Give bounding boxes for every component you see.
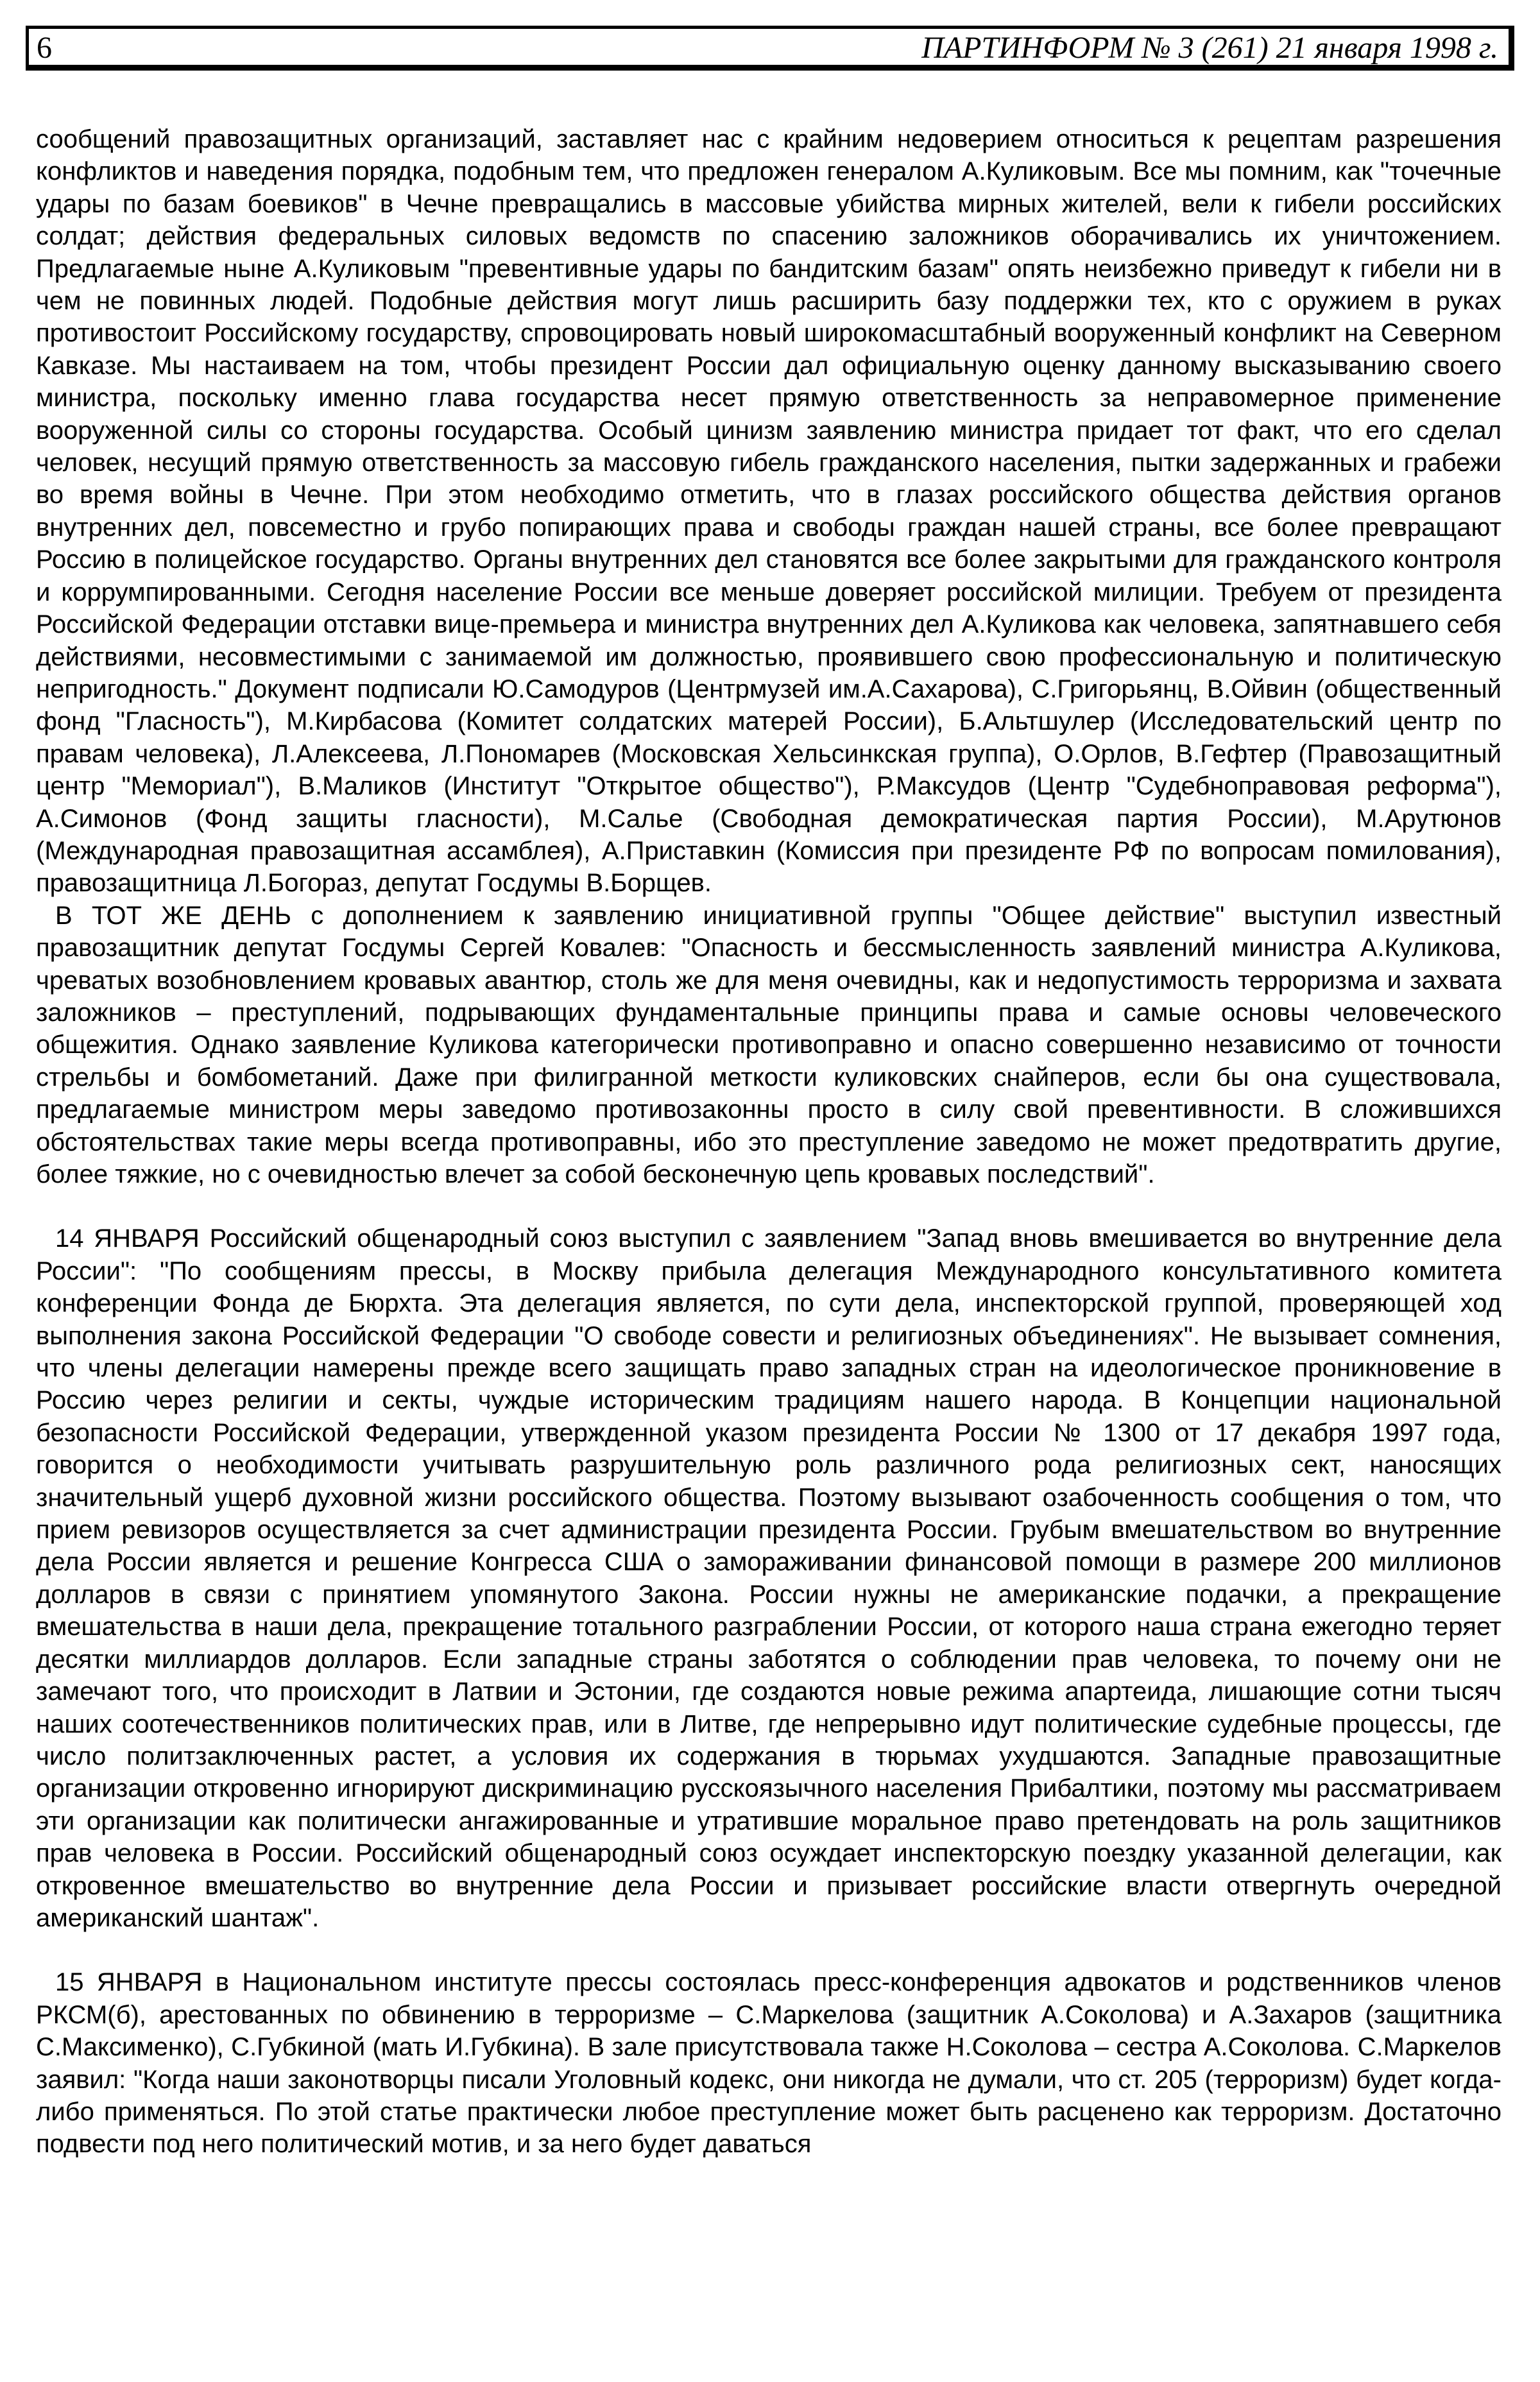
page-number: 6 [37,31,52,65]
issue-line: ПАРТИНФОРМ № 3 (261) 21 января 1998 г. [921,31,1498,65]
page-header [26,26,1514,71]
paragraph: 15 ЯНВАРЯ в Национальном институте прессы состоялась пресс-конференция адвокатов и родственников членов РКСМ(б), арестованных по обвинению в терроризме – С.Маркелова (защитник А.Соколова) и А.Захаров (защитника С.Максименко), С.Губкиной (мать И.Губкина). В зале присутствовала также Н.Соколова – сестра А.Соколова. С.Маркелов заявил: "Когда наши законотворцы писали Уголовный кодекс, они никогда не думали, что ст. 205 (терроризм) будет когда-либо применяться. По этой статье практически любое преступление может быть расценено как терроризм. Достаточно подвести под него политический мотив, и за него будет даваться [36,1968,1502,2159]
paragraph: В ТОТ ЖЕ ДЕНЬ с дополнением к заявлению инициативной группы "Общее действие" выступил известный правозащитник депутат Госдумы Сергей Ковалев: "Опасность и бессмысленность заявлений министра А.Куликова, чреватых возобновлением кровавых авантюр, столь же для меня очевидны, как и недопустимость терроризма и захвата заложников – преступлений, подрывающих фундаментальные принципы права и самые основы человеческого общежития. Однако заявление Куликова категорически противоправно и опасно совершенно независимо от точности стрельбы и бомбометаний. Даже при филигранной меткости куликовских снайперов, если бы она существовала, предлагаемые министром меры заведомо противозаконны просто в силу свой превентивности. В сложившихся обстоятельствах такие меры всегда противоправны, ибо это преступление заведомо не может предотвратить другие, более тяжкие, но с очевидностью влечет за собой бесконечную цепь кровавых последствий". [36,901,1502,1188]
paragraph: 14 ЯНВАРЯ Российский общенародный союз выступил с заявлением "Запад вновь вмешивается во внутренние дела России": "По сообщениям прессы, в Москву прибыла делегация Международного консультативного комитета конференции Фонда де Бюрхта. Эта делегация является, по сути дела, инспекторской группой, проверяющей ход выполнения закона Российской Федерации "О свободе совести и религиозных объединениях". Не вызывает сомнения, что члены делегации намерены прежде всего защищать право западных стран на идеологическое проникновение в Россию через религии и секты, чуждые историческим традициям нашего народа. В Концепции национальной безопасности Российской Федерации, утвержденной указом президента России № 1300 от 17 декабря 1997 года, говорится о необходимости учитывать разрушительную роль различного рода религиозных сект, наносящих значительный ущерб духовной жизни российского общества. Поэтому вызывают озабоченность сообщения о том, что прием ревизоров осуществляется за счет администрации президента России. Грубым вмешательством во внутренние дела России является и решение Конгресса США о замораживании финансовой помощи в размере 200 миллионов долларов в связи с принятием упомянутого Закона. России нужны не американские подачки, а прекращение вмешательства в наши дела, прекращение тотального разграблении России, от которого наша страна ежегодно теряет десятки миллиардов долларов. Если западные страны заботятся о соблюдении прав человека, то почему они не замечают того, что происходит в Латвии и Эстонии, где создаются новые режима апартеида, лишающие сотни тысяч наших соотечественников политических прав, или в Литве, где непрерывно идут политические судебные процессы, где число политзаключенных растет, а условия их содержания в тюрьмах ухудшаются. Западные правозащитные организации откровенно игнорируют дискриминацию русскоязычного населения Прибалтики, поэтому мы рассматриваем эти организации как политически ангажированные и утратившие моральное право претендовать на роль защитников прав человека в России. Российский общенародный союз осуждает инспекторскую поездку указанной делегации, как откровенное вмешательство во внутренние дела России и призывает российские власти отвергнуть очередной американский шантаж". [36,1224,1502,1932]
paragraph: сообщений правозащитных организаций, заставляет нас с крайним недоверием относиться к рецептам разрешения конфликтов и наведения порядка, подобным тем, что предложен генералом А.Куликовым. Все мы помним, как "точечные удары по базам боевиков" в Чечне превращались в массовые убийства мирных жителей, вели к гибели российских солдат; действия федеральных силовых ведомств по спасению заложников оборачивались их уничтожением. Предлагаемые ныне А.Куликовым "превентивные удары по бандитским базам" опять неизбежно приведут к гибели ни в чем не повинных людей. Подобные действия могут лишь расширить базу поддержки тех, кто с оружием в руках противостоит Российскому государству, спровоцировать новый широкомасштабный вооруженный конфликт на Северном Кавказе. Мы настаиваем на том, чтобы президент России дал официальную оценку данному высказыванию своего министра, поскольку именно глава государства несет прямую ответственность за неправомерное применение вооруженной силы со стороны государства. Особый цинизм заявлению министра придает тот факт, что его сделал человек, несущий прямую ответственность за массовую гибель гражданского населения, пытки задержанных и грабежи во время войны в Чечне. При этом необходимо отметить, что в глазах российского общества действия органов внутренних дел, повсеместно и грубо попирающих права и свободы граждан нашей страны, все более превращают Россию в полицейское государство. Органы внутренних дел становятся все более закрытыми для гражданского контроля и коррумпированными. Сегодня население России все меньше доверяет российской милиции. Требуем от президента Российской Федерации отставки вице-премьера и министра внутренних дел А.Куликова как человека, запятнавшего себя действиями, несовместимыми с занимаемой им должностью, проявившего свою профессиональную и политическую непригодность." Документ подписали Ю.Самодуров (Центрмузей им.А.Сахарова), С.Григорьянц, В.Ойвин (общественный фонд "Гласность"), М.Кирбасова (Комитет солдатских матерей России), Б.Альтшулер (Исследовательский центр по правам человека), Л.Алексеева, Л.Пономарев (Московская Хельсинкская группа), О.Орлов, В.Гефтер (Правозащитный центр "Мемориал"), В.Маликов (Институт "Открытое общество"), Р.Максудов (Центр "Судебноправовая реформа"), А.Симонов (Фонд защиты гласности), М.Салье (Свободная демократическая партия России), М.Арутюнов (Международная правозащитная ассамблея), А.Приставкин (Комиссия при президенте РФ по вопросам помилования), правозащитница Л.Богораз, депутат Госдумы В.Борщев. [36,125,1502,898]
article-body [36,123,1502,2161]
